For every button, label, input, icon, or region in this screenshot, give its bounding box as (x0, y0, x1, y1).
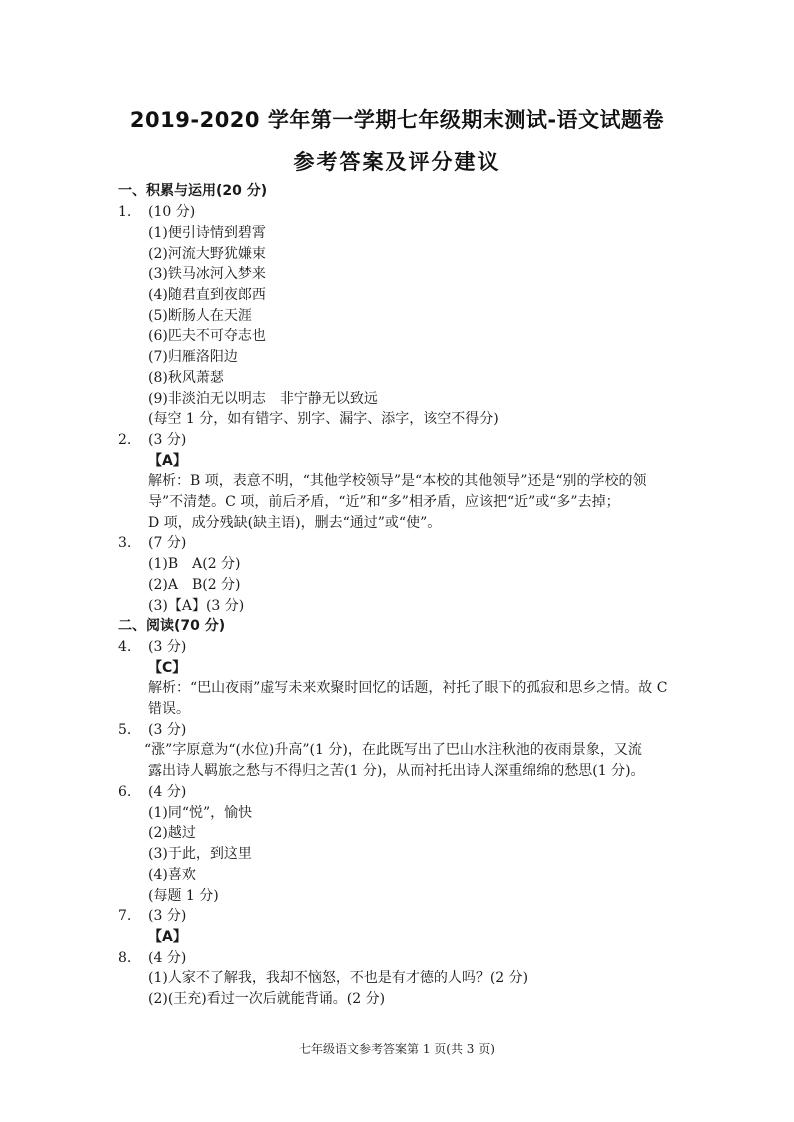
scoring-note: (每题 1 分) (148, 888, 219, 904)
question-score: (10 分) (148, 204, 196, 220)
answer-item: (6)匹夫不可夺志也 (148, 328, 266, 344)
answer-item: (4)随君直到夜郎西 (148, 287, 266, 303)
answer-choice: 【A】 (148, 929, 187, 945)
answer-item: (5)断肠人在天涯 (148, 308, 252, 324)
analysis-line: 导”不清楚。C 项，前后矛盾，“近”和“多”相矛盾，应该把“近”或“多”去掉； (148, 494, 620, 510)
answer-item: (7)归雁洛阳边 (148, 349, 238, 365)
answer-item: (4)喜欢 (148, 867, 196, 883)
question-number: 3. (118, 535, 132, 551)
analysis-line: 错误。 (148, 701, 190, 717)
answer-item: (3)【A】(3 分) (148, 598, 245, 614)
answer-choice: 【C】 (148, 660, 187, 676)
answer-choice: 【A】 (148, 453, 187, 469)
answer-item: (2)A B(2 分) (148, 577, 241, 593)
answer-item: (2)(王充)看过一次后就能背诵。(2 分) (148, 991, 386, 1007)
answer-item: (8)秋风萧瑟 (148, 370, 224, 386)
question-number: 7. (118, 908, 132, 924)
question-score: (3 分) (148, 722, 187, 738)
question-number: 6. (118, 784, 132, 800)
document-subtitle: 参考答案及评分建议 (293, 150, 501, 174)
page-footer: 七年级语文参考答案第 1 页(共 3 页) (299, 1042, 495, 1056)
answer-item: (1)人家不了解我，我却不恼怒，不也是有才德的人吗？(2 分) (148, 970, 529, 986)
question-number: 8. (118, 950, 132, 966)
question-score: (3 分) (148, 639, 187, 655)
analysis-line: 解析：B 项，表意不明，“其他学校领导”是“本校的其他领导”还是“别的学校的领 (148, 473, 647, 489)
question-number: 2. (118, 432, 132, 448)
scoring-note: (每空 1 分，如有错字、别字、漏字、添字，该空不得分) (148, 411, 499, 427)
answer-item: (1)同“悦”，愉快 (148, 805, 253, 821)
analysis-line: 解析：“巴山夜雨”虚写未来欢聚时回忆的话题，衬托了眼下的孤寂和思乡之情。故 C (148, 680, 668, 696)
answer-item: (9)非淡泊无以明志 非宁静无以致远 (148, 391, 378, 407)
question-score: (3 分) (148, 432, 187, 448)
answer-item: (1)B A(2 分) (148, 556, 241, 572)
question-number: 5. (118, 722, 132, 738)
question-score: (3 分) (148, 908, 187, 924)
question-number: 4. (118, 639, 132, 655)
answer-item: (2)越过 (148, 825, 196, 841)
answer-text-line: 露出诗人羁旅之愁与不得归之苦(1 分)，从而衬托出诗人深重绵绵的愁思(1 分)。 (148, 763, 645, 779)
section-heading-2: 二、阅读(70 分) (118, 618, 226, 634)
question-number: 1. (118, 204, 132, 220)
question-score: (4 分) (148, 784, 187, 800)
analysis-line: D 项，成分残缺(缺主语)，删去“通过”或“使”。 (148, 515, 442, 531)
answer-item: (2)河流大野犹嫌束 (148, 246, 266, 262)
section-heading-1: 一、积累与运用(20 分) (118, 183, 268, 199)
question-score: (4 分) (148, 950, 187, 966)
answer-item: (1)便引诗情到碧霄 (148, 225, 266, 241)
answer-item: (3)铁马冰河入梦来 (148, 266, 266, 282)
document-title: 2019-2020 学年第一学期七年级期末测试-语文试题卷 (129, 108, 665, 132)
answer-text-line: “涨”字原意为“(水位)升高”(1 分)，在此既写出了巴山水注秋池的夜雨景象，又流 (144, 742, 642, 758)
answer-item: (3)于此，到这里 (148, 846, 252, 862)
question-score: (7 分) (148, 535, 187, 551)
